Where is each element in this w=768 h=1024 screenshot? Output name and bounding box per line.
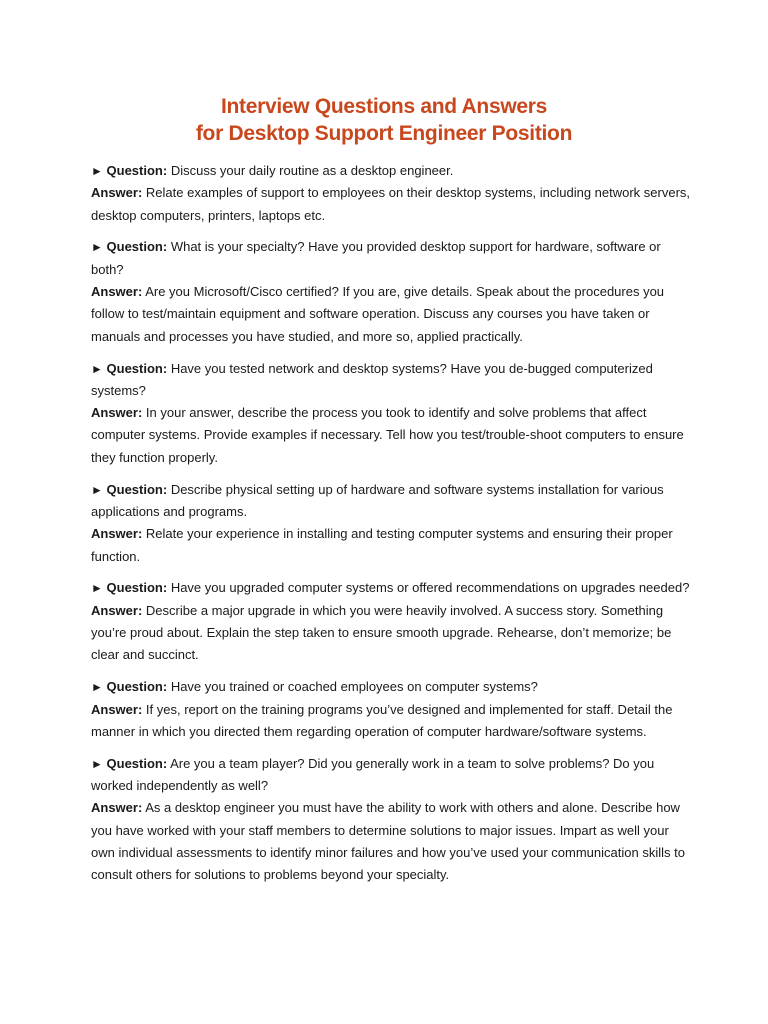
title-line-1: Interview Questions and Answers (220, 95, 547, 118)
qa-item (91, 479, 691, 568)
answer-label: Answer: (91, 526, 143, 542)
answer-text: Are you Microsoft/Cisco certified? If you are, give details. Speak about the procedures you follow to test/maintain equipment and software operation. Discuss any courses you have taken or manuals and processes you have studied, and more so, applied practically. (91, 284, 665, 344)
answer-line (91, 523, 691, 568)
question-line (91, 577, 691, 599)
answer-line (91, 402, 691, 469)
document-title (0, 93, 768, 147)
bullet-arrow-icon: ► (91, 581, 103, 596)
bullet-arrow-icon: ► (91, 756, 103, 771)
question-line (91, 479, 691, 524)
bullet-arrow-icon: ► (91, 164, 103, 178)
question-text: Have you tested network and desktop systems? Have you de-bugged computerized systems? (91, 360, 653, 398)
bullet-arrow-icon: ► (91, 240, 103, 255)
question-label: Question: (106, 755, 168, 771)
qa-list (91, 160, 691, 896)
question-line (91, 753, 691, 798)
question-text: Are you a team player? Did you generally work in a team to solve problems? Do you worked independently as well? (91, 755, 655, 793)
answer-label: Answer: (91, 284, 143, 300)
answer-text: In your answer, describe the process you took to identify and solve problems that affect computer systems. Provide examples if necessary. Tell how you test/trouble-shoot computers to ensure they function properly. (91, 405, 684, 465)
qa-item (91, 676, 691, 743)
qa-item (91, 577, 691, 666)
question-label: Question: (106, 163, 168, 178)
question-text: What is your specialty? Have you provided desktop support for hardware, software or both? (91, 239, 661, 277)
answer-label: Answer: (91, 185, 143, 201)
answer-label: Answer: (91, 800, 143, 816)
question-line (91, 160, 691, 182)
qa-item (91, 358, 691, 469)
question-text: Discuss your daily routine as a desktop engineer. (170, 163, 454, 178)
answer-label: Answer: (91, 602, 143, 618)
question-label: Question: (106, 580, 168, 596)
question-label: Question: (106, 360, 168, 376)
answer-text: As a desktop engineer you must have the ability to work with others and alone. Describe how you have worked with your staff members to determine solutions to major issues. Impart as well your own individual assessments to identify minor failures and how you’ve used your communication skills to consult others for solutions to problems beyond your specialty. (91, 800, 685, 883)
bullet-arrow-icon: ► (91, 482, 103, 497)
question-line (91, 236, 691, 281)
answer-text: Relate examples of support to employees on their desktop systems, including network servers, desktop computers, printers, laptops etc. (91, 185, 691, 223)
answer-line (91, 699, 691, 744)
answer-line (91, 281, 691, 348)
question-label: Question: (106, 481, 168, 497)
bullet-arrow-icon: ► (91, 680, 103, 695)
answer-text: If yes, report on the training programs you’ve designed and implemented for staff. Detail the manner in which you directed them regarding operation of computer hardware/software systems. (91, 701, 673, 739)
answer-text: Relate your experience in installing and testing computer systems and ensuring their proper function. (91, 526, 673, 564)
question-label: Question: (106, 679, 168, 695)
qa-item (91, 753, 691, 887)
answer-line (91, 600, 691, 667)
qa-item (91, 236, 691, 347)
answer-label: Answer: (91, 405, 143, 421)
answer-line (91, 797, 691, 886)
question-text: Have you trained or coached employees on computer systems? (170, 679, 538, 695)
qa-item (91, 160, 691, 227)
title-line-2: for Desktop Support Engineer Position (195, 122, 573, 145)
answer-label: Answer: (91, 701, 143, 717)
question-text: Have you upgraded computer systems or offered recommendations on upgrades needed? (170, 580, 690, 596)
answer-text: Describe a major upgrade in which you were heavily involved. A success story. Something you’re proud about. Explain the step taken to ensure smooth upgrade. Rehearse, don’t memorize; be clear and succinct. (91, 602, 672, 663)
question-line (91, 358, 691, 403)
bullet-arrow-icon: ► (91, 361, 103, 376)
question-label: Question: (106, 239, 168, 255)
question-text: Describe physical setting up of hardware and software systems installation for various applications and programs. (91, 481, 664, 519)
answer-line (91, 182, 691, 227)
question-line (91, 676, 691, 698)
